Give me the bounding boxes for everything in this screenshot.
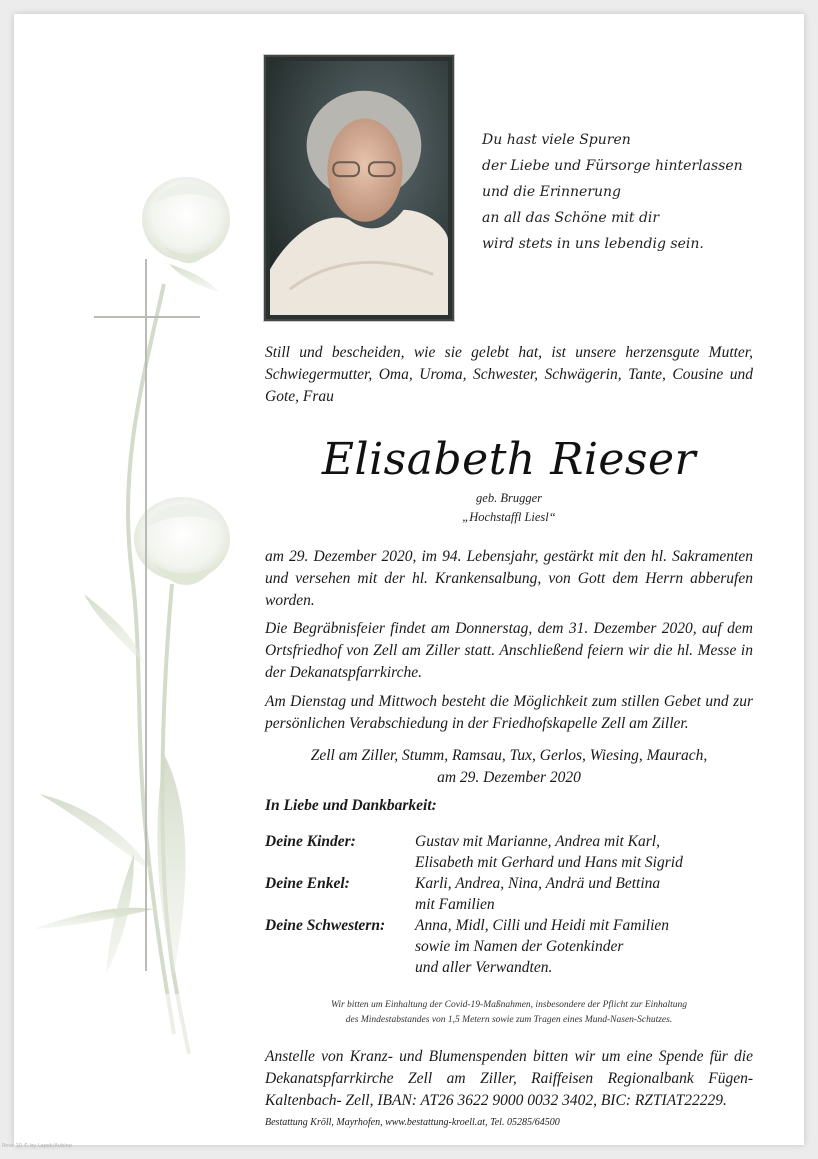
family-name-line: Gustav mit Marianne, Andrea mit Karl, bbox=[415, 833, 660, 850]
poem-line: der Liebe und Fürsorge hinterlassen bbox=[482, 158, 743, 174]
portrait-photo bbox=[264, 55, 454, 321]
parte-sheet bbox=[14, 14, 804, 1145]
cross-vertical-bar bbox=[145, 259, 147, 971]
lower-rose bbox=[134, 497, 230, 585]
intro-text: Still und bescheiden, wie sie gelebt hat, ist unsere herzensgute Mutter, Schwiegermutter, Oma, Uroma, Schwester, Schwägerin, Tante, Cousine und Gote, Frau bbox=[265, 344, 753, 405]
place-line: Zell am Ziller, Stumm, Ramsau, Tux, Gerlos, Wiesing, Maurach, bbox=[310, 747, 708, 764]
white-roses-illustration bbox=[14, 14, 274, 1145]
family-name-line: sowie im Namen der Gotenkinder bbox=[415, 938, 624, 955]
family-row-grandchildren bbox=[265, 873, 753, 915]
family-names bbox=[415, 915, 669, 978]
family-row-sisters bbox=[265, 915, 753, 978]
funeral-paragraph: Die Begräbnisfeier findet am Donnerstag, dem 31. Dezember 2020, auf dem Ortsfriedhof von Zell am Ziller statt. Anschließend feiern wir die hl. Messe in der Dekanatspfarrkirche. bbox=[265, 620, 753, 681]
family-list bbox=[265, 831, 753, 978]
covid-line: Wir bitten um Einhaltung der Covid-19-Maßnahmen, insbesondere der Pflicht zur Einhaltung bbox=[330, 1000, 688, 1010]
family-names bbox=[415, 831, 683, 873]
funeral-home-footer: Bestattung Kröll, Mayrhofen, www.bestattung-kroell.at, Tel. 05285/64500 bbox=[265, 1117, 560, 1128]
poem-line: Du hast viele Spuren bbox=[482, 132, 631, 148]
portrait-image bbox=[270, 61, 448, 315]
donation-text: Anstelle von Kranz- und Blumenspenden bitten wir um eine Spende für die Dekanatspfarrkirche Zell am Ziller, Raiffeisen Regionalbank Fügen-Kaltenbach- Zell, IBAN: AT26 3622 9000 0032 3402, BIC: RZTIAT22229. bbox=[265, 1048, 753, 1109]
poem bbox=[482, 127, 802, 257]
poem-line: wird stets in uns lebendig sein. bbox=[482, 236, 704, 252]
family-name-line: mit Familien bbox=[415, 896, 495, 913]
covid-line: des Mindestabstandes von 1,5 Metern sowie zum Tragen eines Mund-Nasen-Schutzes. bbox=[345, 1015, 673, 1025]
deceased-name: Elisabeth Rieser bbox=[321, 434, 697, 485]
prayer-paragraph: Am Dienstag und Mittwoch besteht die Möglichkeit zum stillen Gebet und zur persönlichen Verabschiedung in der Friedhofskapelle Zell am Ziller. bbox=[265, 693, 753, 732]
cross-horizontal-bar bbox=[94, 316, 200, 318]
nickname: „Hochstaffl Liesl“ bbox=[462, 510, 556, 524]
family-name-line: Anna, Midl, Cilli und Heidi mit Familien bbox=[415, 917, 670, 934]
image-credit: Rose 10 © by Lapok/Aubine bbox=[2, 1143, 72, 1149]
family-names bbox=[415, 873, 660, 915]
place-date bbox=[265, 745, 753, 789]
mourners-heading: In Liebe und Dankbarkeit: bbox=[265, 797, 437, 814]
poem-line: an all das Schöne mit dir bbox=[482, 210, 660, 226]
death-paragraph: am 29. Dezember 2020, im 94. Lebensjahr, gestärkt mit den hl. Sakramenten und versehen mit der hl. Krankensalbung, von Gott dem Herrn abberufen worden. bbox=[265, 548, 753, 609]
family-name-line: und aller Verwandten. bbox=[415, 959, 553, 976]
roses-decoration bbox=[14, 14, 274, 1145]
family-label: Deine Schwestern: bbox=[265, 917, 386, 934]
poem-line: und die Erinnerung bbox=[482, 184, 622, 200]
date-line: am 29. Dezember 2020 bbox=[437, 769, 581, 786]
covid-notice bbox=[265, 998, 753, 1028]
family-name-line: Elisabeth mit Gerhard und Hans mit Sigrid bbox=[415, 854, 683, 871]
upper-rose bbox=[142, 177, 230, 263]
family-label: Deine Enkel: bbox=[265, 875, 350, 892]
maiden-name: geb. Brugger bbox=[476, 491, 542, 505]
family-label: Deine Kinder: bbox=[265, 833, 356, 850]
family-name-line: Karli, Andrea, Nina, Andrä und Bettina bbox=[415, 875, 661, 892]
family-row-children bbox=[265, 831, 753, 873]
